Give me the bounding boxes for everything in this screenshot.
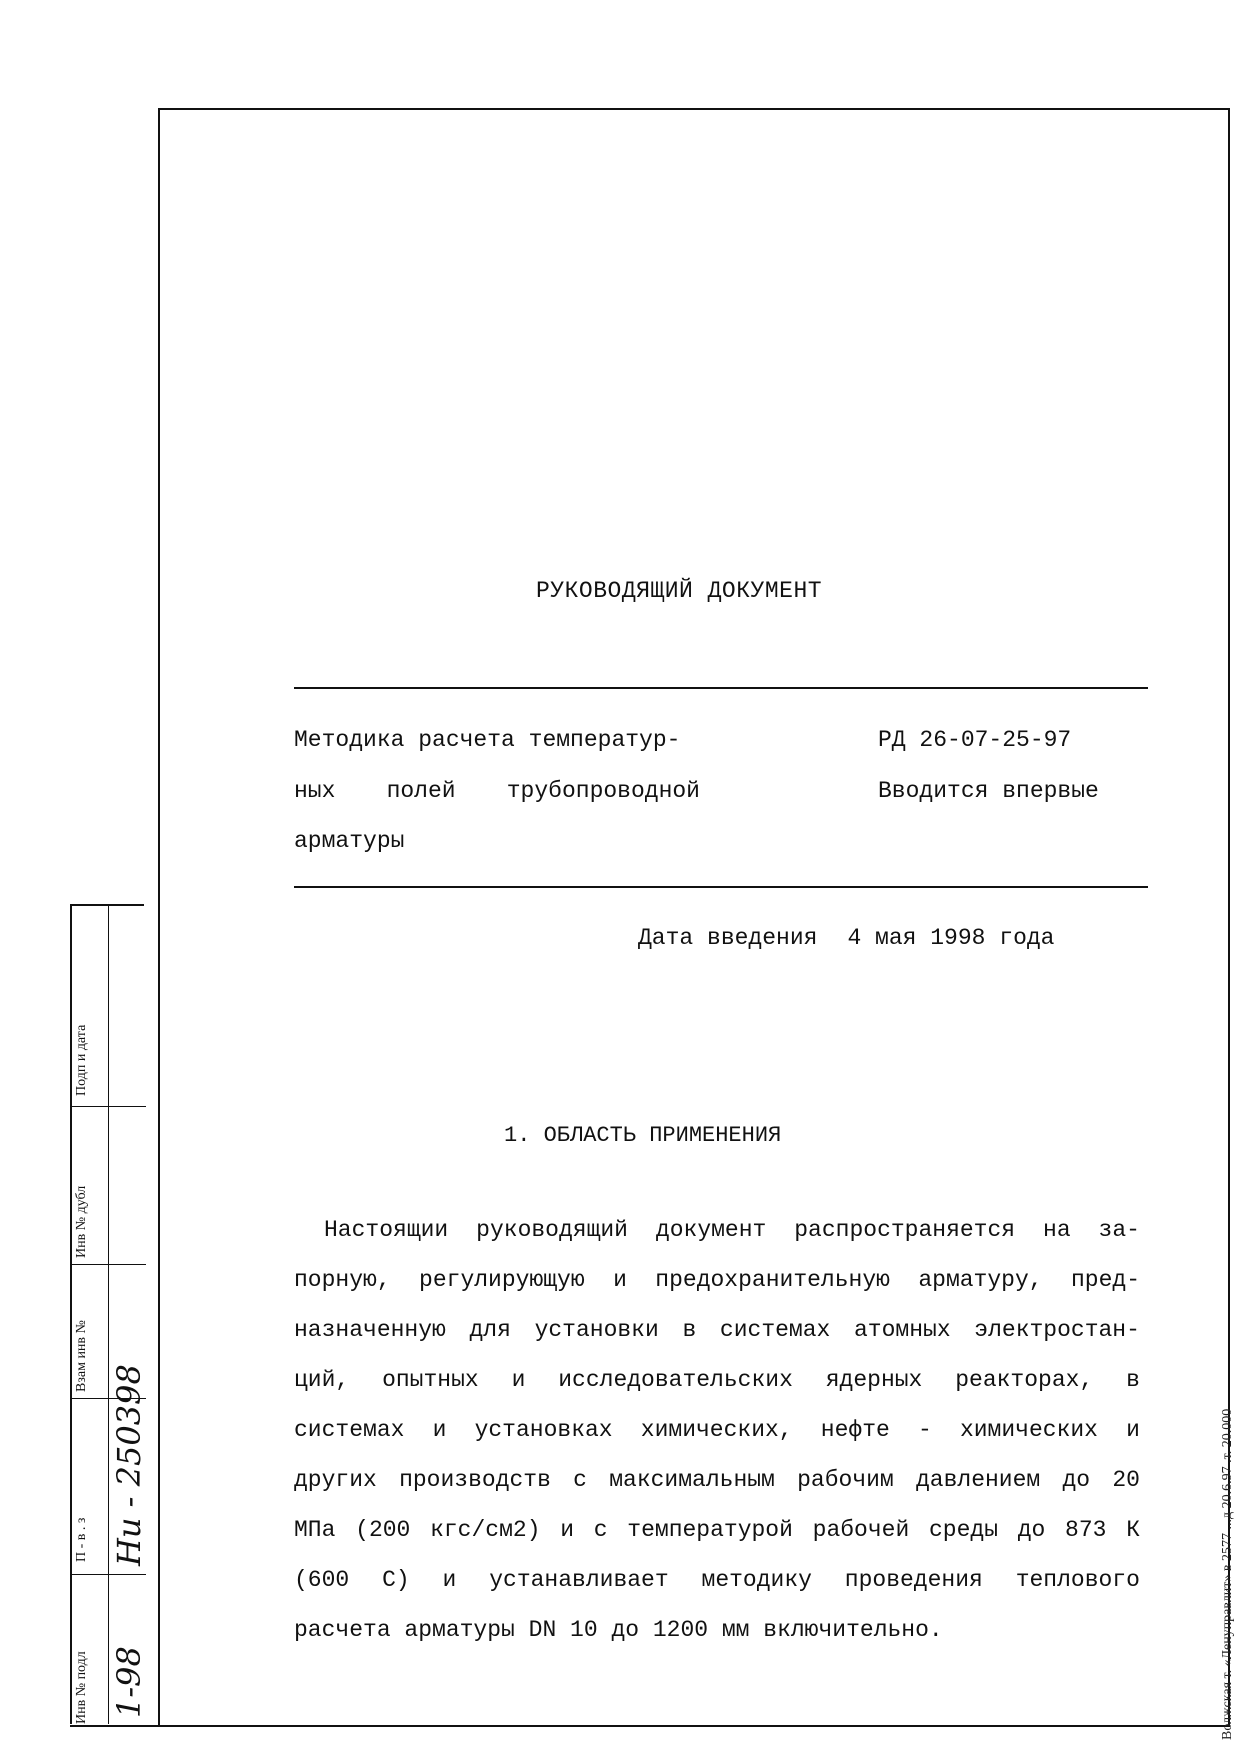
paragraph-word: в	[682, 1317, 697, 1343]
paragraph-word: опытных	[382, 1367, 479, 1393]
stamp-label-replace-inv: Взам инв №	[74, 1320, 89, 1392]
paragraph-word: порную,	[294, 1267, 391, 1293]
introduction-date	[638, 925, 1054, 951]
paragraph-line	[294, 1467, 1140, 1517]
title-word: ных	[294, 778, 336, 804]
paragraph-word: за-	[1098, 1217, 1140, 1243]
paragraph-line	[294, 1367, 1140, 1417]
paragraph-word: давлением	[915, 1467, 1041, 1493]
paragraph-word: назначенную	[294, 1317, 446, 1343]
stamp-label-dup-inv: Инв № дубл	[74, 1185, 89, 1258]
paragraph-word: расчета арматуры DN 10 до 1200 мм включительно.	[294, 1617, 943, 1643]
paragraph-word: С)	[382, 1567, 410, 1593]
paragraph-word: (200	[355, 1517, 411, 1543]
paragraph-word: исследовательских	[558, 1367, 793, 1393]
document-type-heading: РУКОВОДЯЩИЙ ДОКУМЕНТ	[536, 578, 823, 604]
paragraph-word: (600	[294, 1567, 350, 1593]
stamp-column-divider	[108, 906, 109, 1724]
paragraph-word: распространяется	[794, 1217, 1016, 1243]
frame-top-border	[158, 108, 1230, 110]
stamp-label-sign-date-2: Подп и дата	[74, 1024, 89, 1096]
document-title-line-3: арматуры	[294, 828, 405, 854]
paragraph-word: до	[1017, 1517, 1046, 1543]
paragraph-word: температурой	[627, 1517, 793, 1543]
publisher-note: Волжская т. «Ленуправлит» в 2577 ...д 20.6.97 .т. 20.000	[1220, 1408, 1235, 1740]
paragraph-word: кгс/см2)	[430, 1517, 541, 1543]
paragraph-line	[294, 1567, 1140, 1617]
paragraph-word: методику	[701, 1567, 812, 1593]
paragraph-word: и	[560, 1517, 575, 1543]
paragraph-word: в	[1126, 1367, 1140, 1393]
paragraph-line	[294, 1417, 1140, 1467]
stamp-handwritten-inv: 1-98	[110, 1646, 148, 1718]
paragraph-line	[294, 1517, 1140, 1567]
paragraph-word: и	[442, 1567, 457, 1593]
title-bottom-rule	[294, 886, 1148, 888]
paragraph-word: ядерных	[825, 1367, 923, 1393]
paragraph-word: установках	[474, 1417, 613, 1443]
stamp-label-sign-date-1: П - в . з	[74, 1517, 89, 1562]
paragraph-word: МПа	[294, 1517, 336, 1543]
paragraph-word: с	[593, 1517, 608, 1543]
stamp-label-inv-no: Инв № подл	[74, 1651, 89, 1724]
title-top-rule	[294, 687, 1148, 689]
paragraph-word: до	[1062, 1467, 1091, 1493]
paragraph-word: 20	[1112, 1467, 1140, 1493]
paragraph-word: Настоящии	[324, 1217, 449, 1243]
stamp-row-divider	[72, 1106, 146, 1107]
paragraph-word: 873	[1065, 1517, 1107, 1543]
paragraph-word: -	[917, 1417, 932, 1443]
paragraph-line	[294, 1267, 1140, 1317]
paragraph-word: химических,	[640, 1417, 793, 1443]
document-title-line-2	[294, 778, 700, 804]
paragraph-word: атомных	[854, 1317, 951, 1343]
paragraph-word: с	[573, 1467, 587, 1493]
paragraph-word: электростан-	[974, 1317, 1140, 1343]
section-heading: 1. ОБЛАСТЬ ПРИМЕНЕНИЯ	[504, 1123, 782, 1148]
paragraph-word: нефте	[820, 1417, 890, 1443]
paragraph-word: реакторах,	[955, 1367, 1094, 1393]
paragraph-word: предохранительную	[655, 1267, 890, 1293]
stamp-row-divider	[72, 1574, 146, 1575]
paragraph-word: для	[469, 1317, 511, 1343]
paragraph-word: документ	[655, 1217, 767, 1243]
document-title-line-1: Методика расчета температур-	[294, 727, 681, 753]
paragraph-word: и	[1126, 1417, 1140, 1443]
title-word: полей	[386, 778, 456, 804]
paragraph-word: рабочей	[812, 1517, 910, 1543]
paragraph-word: производств	[399, 1467, 551, 1493]
title-word: трубопроводной	[506, 778, 700, 804]
paragraph-word: пред-	[1070, 1267, 1140, 1293]
section-paragraph	[294, 1217, 1140, 1667]
paragraph-word: регулирующую	[419, 1267, 585, 1293]
paragraph-word: других	[294, 1467, 377, 1493]
introduction-date-label: Дата введения	[638, 925, 818, 951]
paragraph-word: и	[613, 1267, 627, 1293]
frame-bottom-border	[70, 1725, 1230, 1727]
paragraph-word: химических	[959, 1417, 1098, 1443]
paragraph-word: арматуру,	[918, 1267, 1043, 1293]
stamp-handwritten-date: Hu - 250398	[110, 1364, 148, 1566]
frame-left-border	[158, 108, 160, 1726]
paragraph-word: и	[511, 1367, 526, 1393]
side-stamp-block	[70, 904, 148, 1724]
paragraph-word: среды	[928, 1517, 998, 1543]
paragraph-word: руководящий	[476, 1217, 628, 1243]
paragraph-word: рабочим	[797, 1467, 894, 1493]
paragraph-word: системах	[719, 1317, 831, 1343]
paragraph-word: установки	[534, 1317, 659, 1343]
paragraph-word: на	[1043, 1217, 1071, 1243]
document-number: РД 26-07-25-97	[878, 727, 1072, 753]
stamp-row-divider	[72, 1264, 146, 1265]
paragraph-word: системах	[294, 1417, 405, 1443]
introduction-date-value: 4 мая 1998 года	[847, 925, 1055, 951]
paragraph-line	[294, 1217, 1140, 1267]
document-status: Вводится впервые	[878, 778, 1099, 804]
paragraph-word: ций,	[294, 1367, 350, 1393]
paragraph-word: и	[432, 1417, 447, 1443]
paragraph-word: устанавливает	[489, 1567, 669, 1593]
paragraph-line	[294, 1617, 1140, 1667]
paragraph-word: максимальным	[609, 1467, 775, 1493]
paragraph-word: теплового	[1015, 1567, 1140, 1593]
paragraph-word: проведения	[844, 1567, 983, 1593]
paragraph-line	[294, 1317, 1140, 1367]
paragraph-word: К	[1126, 1517, 1140, 1543]
